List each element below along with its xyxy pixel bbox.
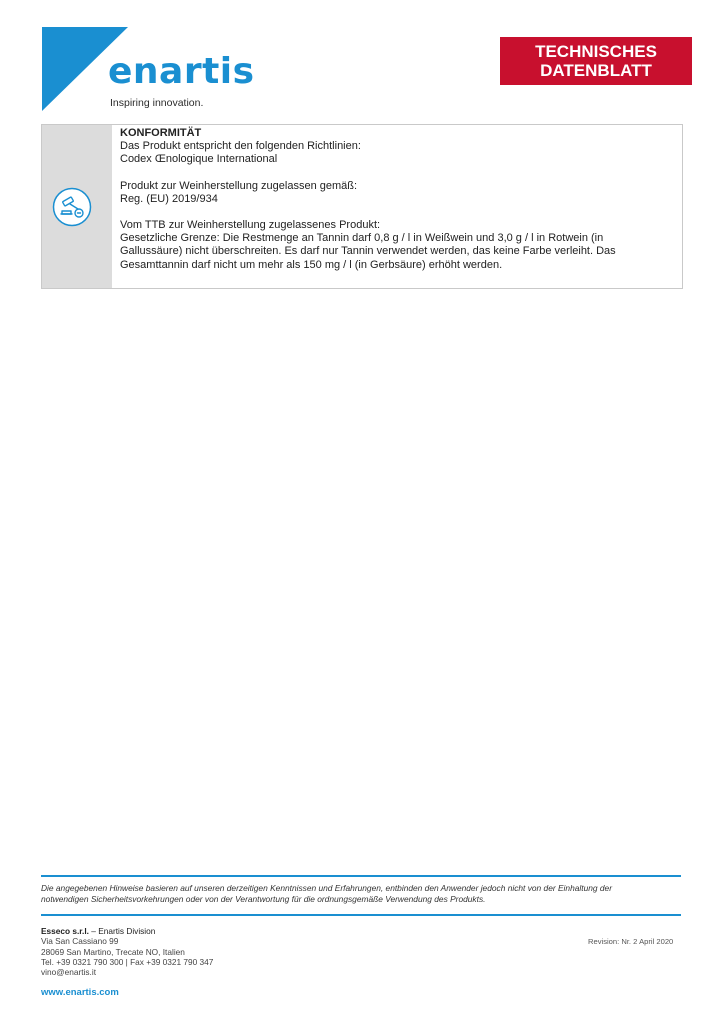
company-division: – Enartis Division xyxy=(88,926,156,936)
logo-wordmark: enartis xyxy=(108,51,255,92)
section-text: Gallussäure) nicht überschreiten. Es darf nur Tannin verwendet werden, das keine Farbe verleiht. Das xyxy=(120,245,616,258)
section-text: Das Produkt entspricht den folgenden Richtlinien: xyxy=(120,140,361,153)
section-text: Reg. (EU) 2019/934 xyxy=(120,192,218,205)
address-line: Via San Cassiano 99 xyxy=(41,936,119,947)
revision-note: Revision: Nr. 2 April 2020 xyxy=(588,937,674,946)
website-link[interactable]: www.enartis.com xyxy=(41,987,119,998)
contact-line: Tel. +39 0321 790 300 | Fax +39 0321 790 347 xyxy=(41,956,214,967)
section-text: Produkt zur Weinherstellung zugelassen gemäß: xyxy=(120,179,358,192)
company-name: Esseco s.r.l. xyxy=(41,926,89,936)
section-title: KONFORMITÄT xyxy=(120,127,202,139)
section-text: Codex Œnologique International xyxy=(120,153,278,166)
gavel-icon xyxy=(52,187,92,227)
company-logo xyxy=(42,27,272,117)
section-body xyxy=(112,125,624,288)
logo-tagline: Inspiring innovation. xyxy=(110,97,204,109)
address-line: 28069 San Martino, Trecate NO, Italien xyxy=(41,946,185,957)
disclaimer-line: notwendigen Sicherheitsvorkehrungen oder von der Verantwortung für die ordnungsgemäße Verwendung des Produkts. xyxy=(41,894,486,904)
footer-address xyxy=(41,926,213,977)
conformity-section xyxy=(41,124,683,289)
disclaimer-top-divider xyxy=(41,875,681,877)
disclaimer-bottom-divider xyxy=(41,914,681,916)
badge-line-1: TECHNISCHES xyxy=(535,42,657,61)
disclaimer xyxy=(41,883,681,905)
footer-company-line xyxy=(41,926,213,936)
disclaimer-line: Die angegebenen Hinweise basieren auf unseren derzeitigen Kenntnissen und Erfahrungen, entbinden den Anwender jedoch nicht von der Einhaltung der xyxy=(41,883,612,893)
section-text: Gesamttannin darf nicht um mehr als 150 mg / l (in Gerbsäure) erhöht werden. xyxy=(120,258,503,271)
email-link[interactable]: vino@enartis.it xyxy=(41,967,96,978)
section-sidebar xyxy=(42,125,112,288)
badge-line-2: DATENBLATT xyxy=(540,61,652,80)
section-text: Gesetzliche Grenze: Die Restmenge an Tannin darf 0,8 g / l in Weißwein und 3,0 g / l in Rotwein (in xyxy=(120,232,604,245)
document-type-badge xyxy=(500,37,692,85)
section-text: Vom TTB zur Weinherstellung zugelassenes Produkt: xyxy=(120,219,381,232)
